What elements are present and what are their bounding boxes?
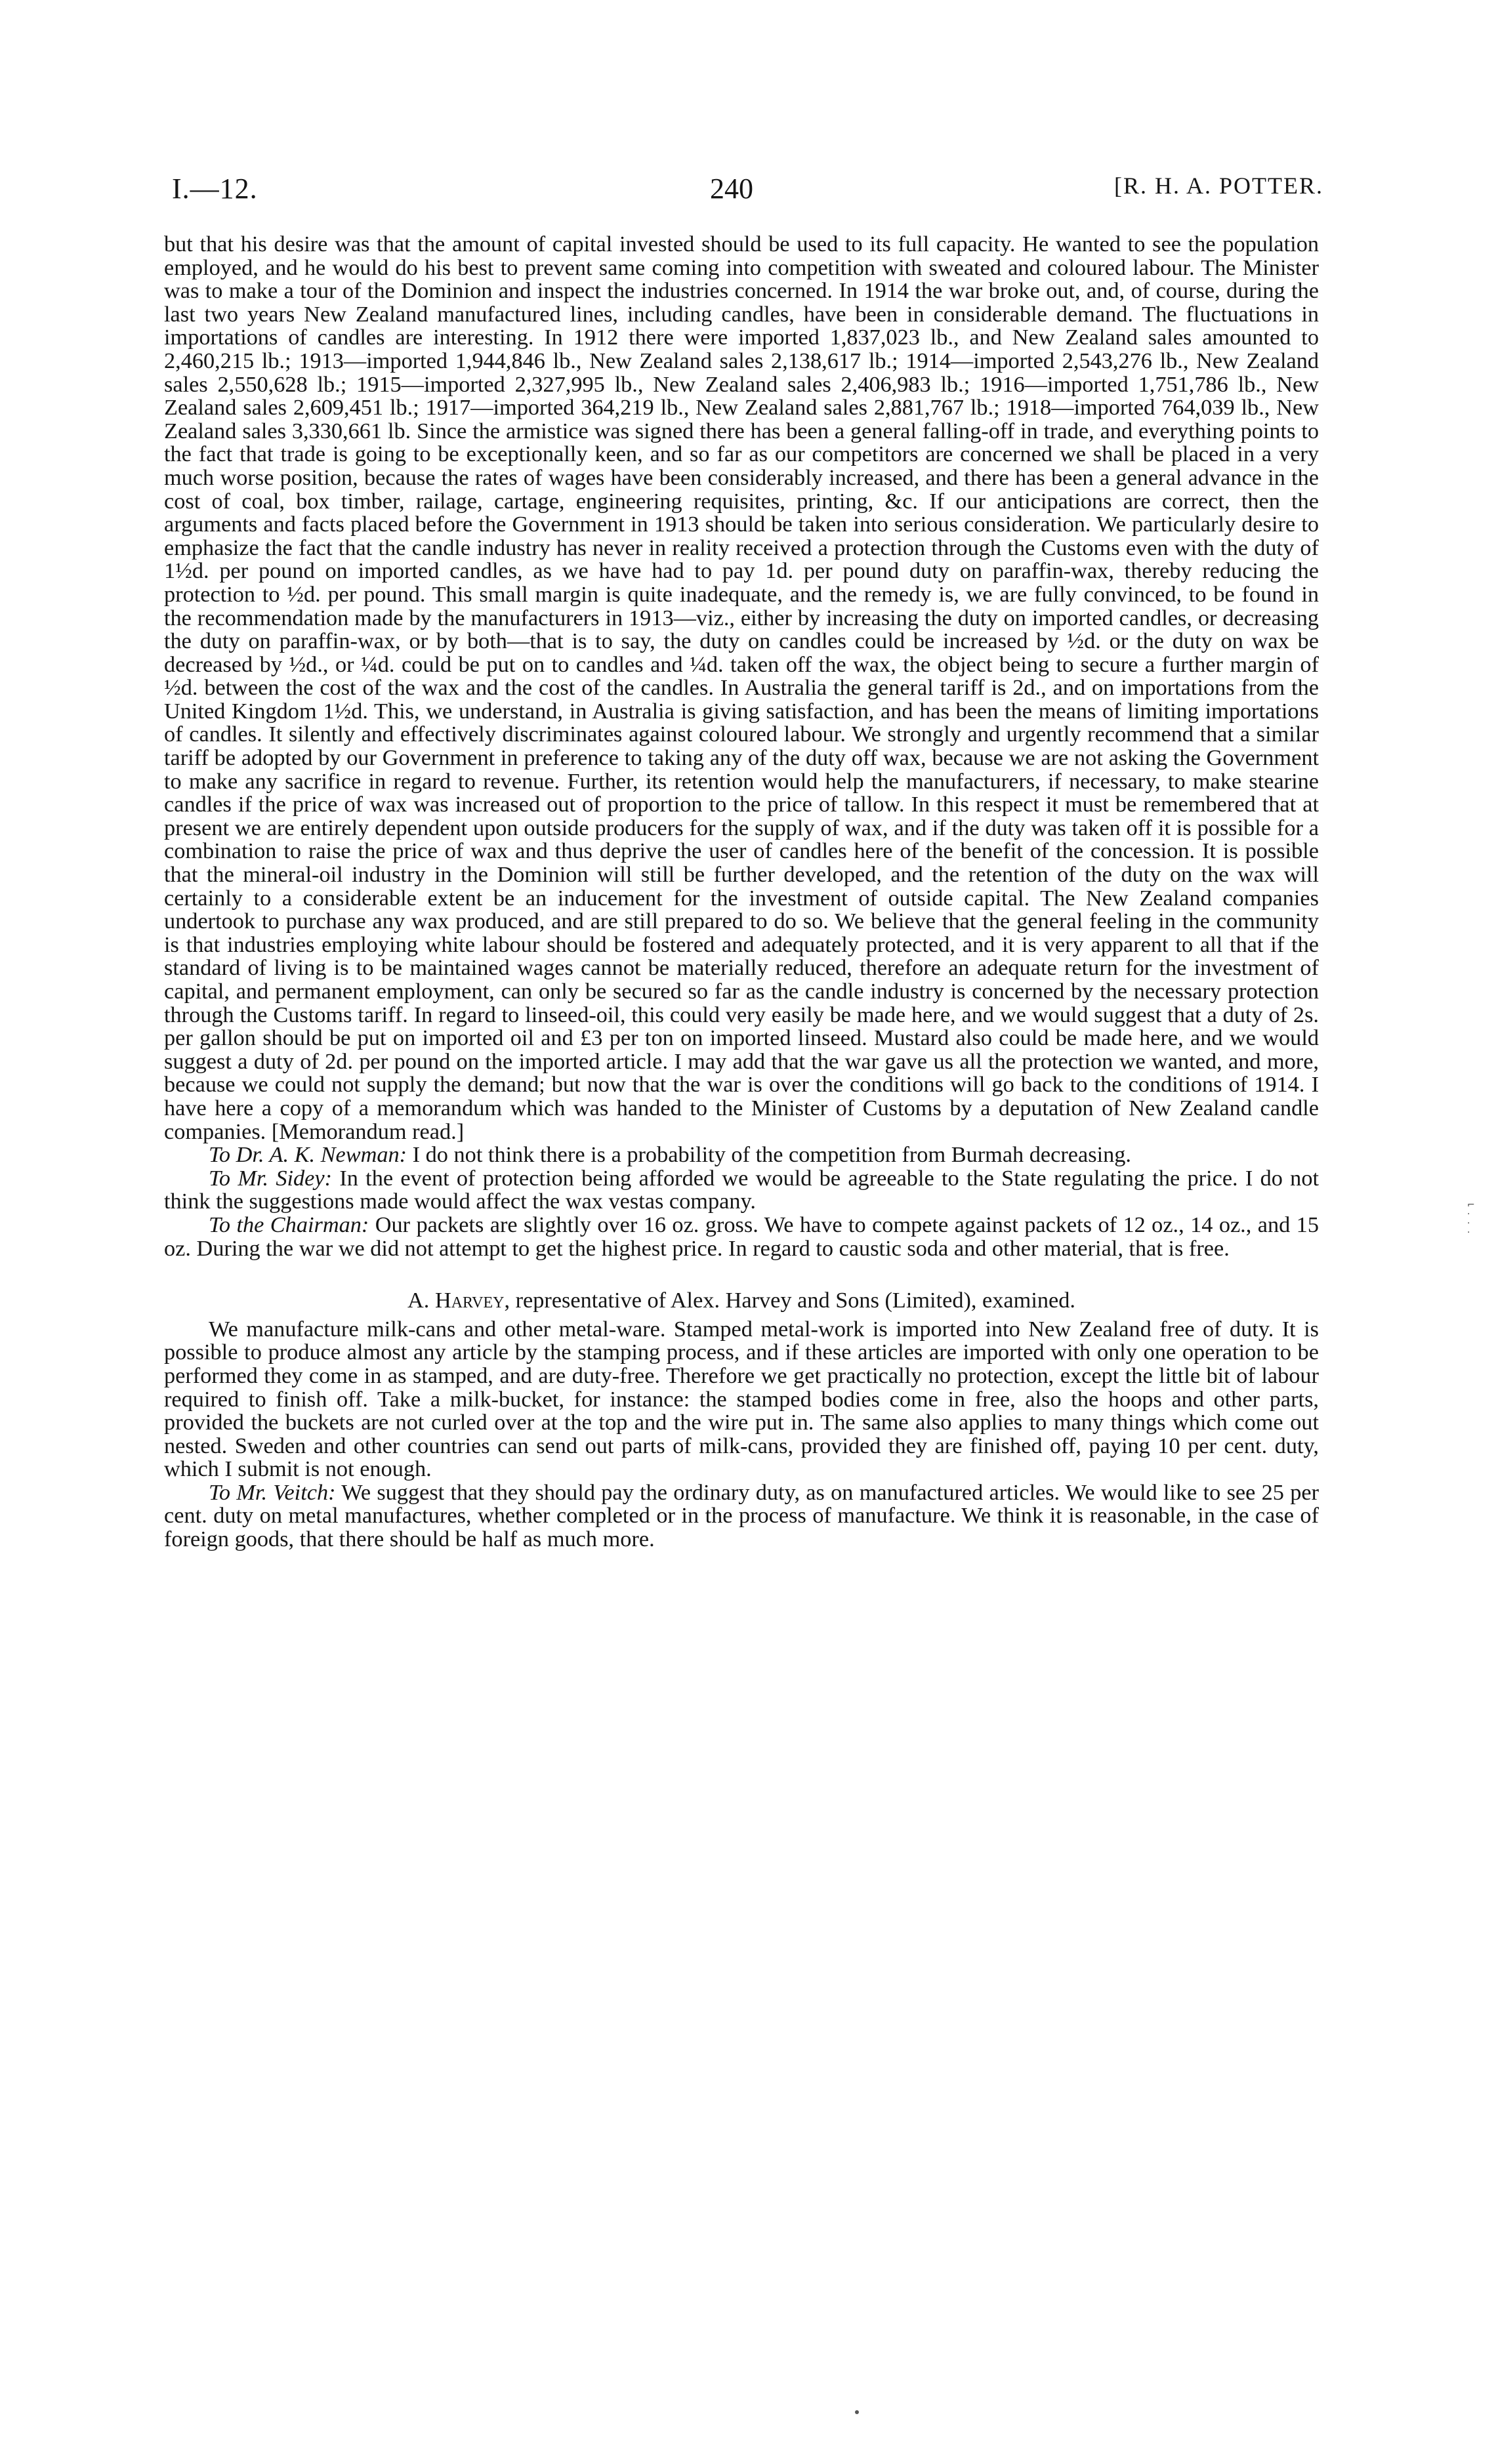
page-number: 240	[710, 173, 753, 205]
scan-dot	[855, 2410, 859, 2414]
answer-newman: I do not think there is a probability of the competition from Burmah decreasing.	[407, 1142, 1131, 1168]
paragraph-veitch	[164, 1481, 1319, 1551]
body-text	[164, 233, 1319, 1551]
witness-description: , representative of Alex. Harvey and Sons (Limited), examined.	[504, 1288, 1075, 1313]
witness-surname: Harvey	[434, 1288, 505, 1313]
addressee-newman: To Dr. A. K. Newman:	[209, 1142, 407, 1168]
witness-name: [R. H. A. POTTER.	[1113, 173, 1323, 199]
paragraph-continuation: but that his desire was that the amount of capital invested should be used to its full capacity. He wanted to see the population employed, and he would do his best to prevent same coming into competition with sweated and coloured labour. The Minister was to make a tour of the Dominion and inspect the industries concerned. In 1914 the war broke out, and, of course, during the last two years New Zealand manufactured lines, including candles, have been in considerable demand. The fluctuations in importations of candles are interesting. In 1912 there were imported 1,837,023 lb., and New Zealand sales amounted to 2,460,215 lb.; 1913—imported 1,944,846 lb., New Zealand sales 2,138,617 lb.; 1914—imported 2,543,276 lb., New Zealand sales 2,550,628 lb.; 1915—imported 2,327,995 lb., New Zealand sales 2,406,983 lb.; 1916—imported 1,751,786 lb., New Zealand sales 2,609,451 lb.; 1917—imported 364,219 lb., New Zealand sales 2,881,767 lb.; 1918—imported 764,039 lb., New Zealand sales 3,330,661 lb. Since the armistice was signed there has been a general falling-off in trade, and everything points to the fact that trade is going to be exceptionally keen, and so far as our competitors are concerned we shall be placed in a very much worse position, because the rates of wages have been considerably increased, and there has been a general advance in the cost of coal, box timber, railage, cartage, engineering requisites, printing, &c. If our anticipations are correct, then the arguments and facts placed before the Government in 1913 should be taken into serious consideration. We particularly desire to emphasize the fact that the candle industry has never in reality received a protection through the Customs even with the duty of 1½d. per pound on imported candles, as we have had to pay 1d. per pound duty on paraffin-wax, thereby reducing the protection to ½d. per pound. This small margin is quite inadequate, and the remedy is, we are fully convinced, to be found in the recommendation made by the manufacturers in 1913—viz., either by increasing the duty on imported candles, or decreasing the duty on paraffin-wax, or by both—that is to say, the duty on candles could be increased by ½d. or the duty on wax be decreased by ½d., or ¼d. could be put on to candles and ¼d. taken off the wax, the object being to secure a further margin of ½d. between the cost of the wax and the cost of the candles. In Australia the general tariff is 2d., and on importations from the United Kingdom 1½d. This, we understand, in Australia is giving satisfaction, and has been the means of limiting importations of candles. It silently and effectively discriminates against coloured labour. We strongly and urgently recommend that a similar tariff be adopted by our Government in preference to taking any of the duty off wax, because we are not asking the Government to make any sacrifice in regard to revenue. Further, its retention would help the manufacturers, if necessary, to make stearine candles if the price of wax was increased out of proportion to the price of tallow. In this respect it must be remembered that at present we are entirely dependent upon outside producers for the supply of wax, and if the duty was taken off it is possible for a combination to raise the price of wax and thus deprive the user of candles here of the benefit of the concession. It is possible that the mineral-oil industry in the Dominion will still be further developed, and the retention of the duty on the wax will certainly to a considerable extent be an inducement for the investment of outside capital. The New Zealand companies undertook to purchase any wax produced, and are still prepared to do so. We believe that the general feeling in the community is that industries employing white labour should be fostered and adequately protected, and it is very apparent to all that if the standard of living is to be maintained wages cannot be materially reduced, therefore an adequate return for the investment of capital, and permanent employment, can only be secured so far as the candle industry is concerned by the necessary protection through the Customs tariff. In regard to linseed-oil, this could very easily be made here, and we would suggest that a duty of 2s. per gallon should be put on imported oil and £3 per ton on imported linseed. Mustard also could be made here, and we would suggest a duty of 2d. per pound on the imported article. I may add that the war gave us all the protection we wanted, and more, because we could not supply the demand; but now that the war is over the conditions will go back to the conditions of 1914. I have here a copy of a memorandum which was handed to the Minister of Customs by a deputation of New Zealand candle companies. [Memorandum read.]	[164, 232, 1319, 1144]
paper-reference: I.—12.	[172, 173, 258, 205]
answer-chairman: Our packets are slightly over 16 oz. gross. We have to compete against packets of 12 oz., 14 oz., and 15 oz. During the war we did not attempt to get the highest price. In regard to caustic soda and other material, that is free.	[164, 1212, 1319, 1261]
addressee-veitch: To Mr. Veitch:	[209, 1479, 336, 1505]
answer-veitch: We suggest that they should pay the ordinary duty, as on manufactured articles. We would like to see 25 per cent. duty on metal manufactures, whether completed or in the process of manufacture. We think it is reasonable, in the case of foreign goods, that there should be half as much more.	[164, 1479, 1319, 1552]
addressee-chairman: To the Chairman:	[209, 1212, 369, 1237]
addressee-sidey: To Mr. Sidey:	[209, 1165, 333, 1191]
paragraph-chairman	[164, 1214, 1319, 1260]
witness-initial: A.	[407, 1288, 430, 1313]
witness-heading	[164, 1289, 1319, 1313]
margin-scan-mark: ⌐ · · ·	[1467, 1200, 1475, 1238]
page-header	[172, 172, 1323, 211]
paragraph-harvey-statement: We manufacture milk-cans and other metal-ware. Stamped metal-work is imported into New Zealand free of duty. It is possible to produce almost any article by the stamping process, and if these articles are imported with only one operation to be performed they come in as stamped, and are duty-free. Therefore we get practically no protection, except the little bit of labour required to finish off. Take a milk-bucket, for instance: the stamped bodies come in free, also the hoops and other parts, provided the buckets are not curled over at the top and the wire put in. The same also applies to many things which come out nested. Sweden and other countries can send out parts of milk-cans, provided they are finished off, paying 10 per cent. duty, which I submit is not enough.	[164, 1316, 1319, 1482]
paragraph-newman	[164, 1143, 1319, 1167]
answer-sidey: In the event of protection being afforded we would be agreeable to the State regulating the price. I do not think the suggestions made would affect the wax vestas company.	[164, 1165, 1319, 1214]
paragraph-sidey	[164, 1167, 1319, 1214]
